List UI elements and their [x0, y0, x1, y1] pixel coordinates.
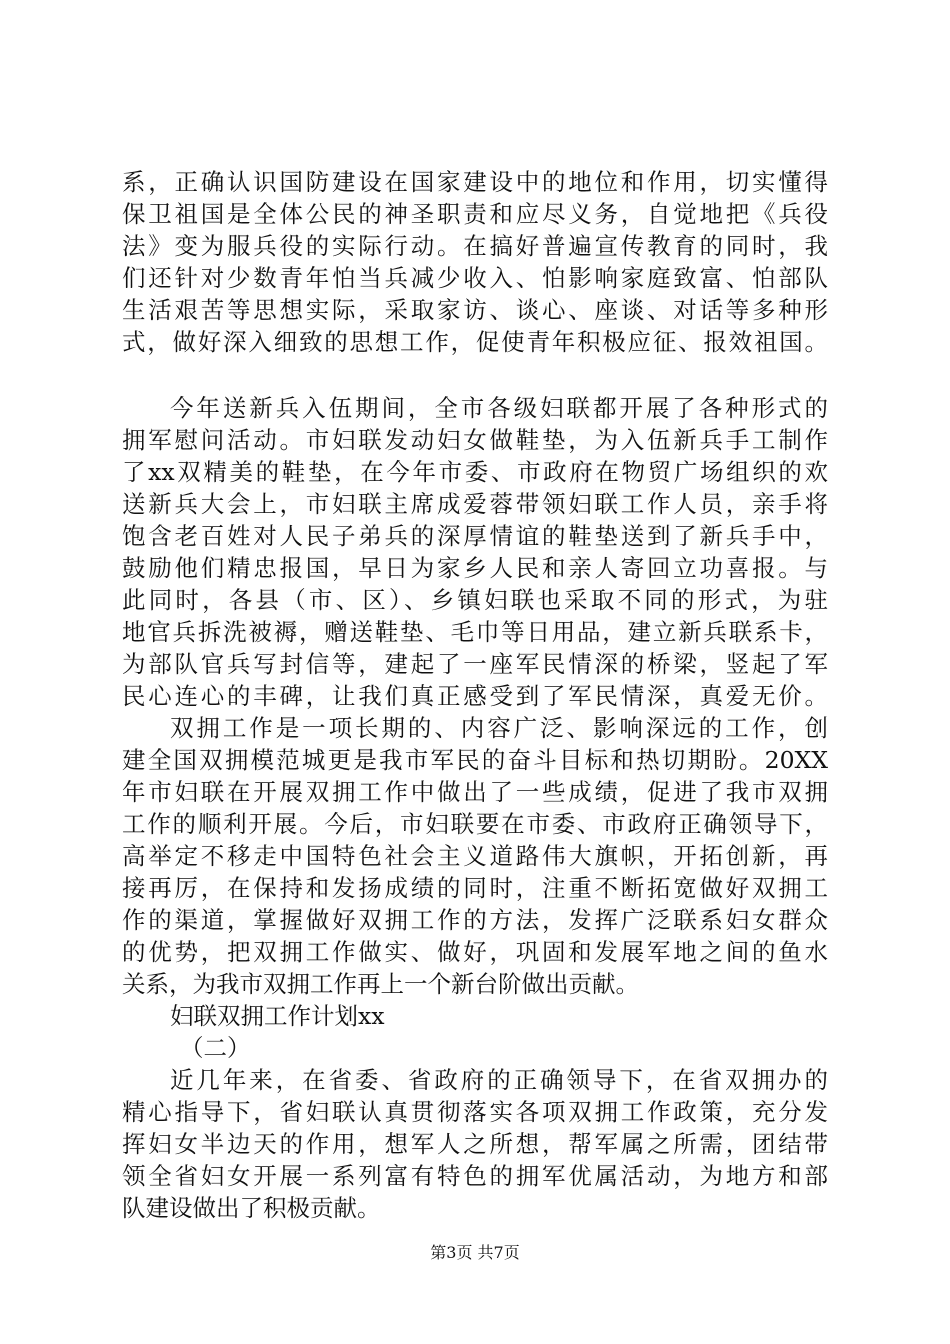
text-line: 了xx双精美的鞋垫，在今年市委、市政府在物贸广场组织的欢	[122, 458, 828, 486]
text-line: 拥军慰问活动。市妇联发动妇女做鞋垫，为入伍新兵手工制作	[122, 426, 828, 454]
text-line: 系，正确认识国防建设在国家建设中的地位和作用，切实懂得	[122, 168, 828, 196]
text-line: 建全国双拥模范城更是我市军民的奋斗目标和热切期盼。20XX	[122, 746, 828, 774]
text-line: 工作的顺利开展。今后，市妇联要在市委、市政府正确领导下，	[122, 810, 828, 838]
text-line: 近几年来，在省委、省政府的正确领导下，在省双拥办的	[170, 1066, 828, 1094]
text-line: 保卫祖国是全体公民的神圣职责和应尽义务，自觉地把《兵役	[122, 200, 828, 228]
text-line: 们还针对少数青年怕当兵减少收入、怕影响家庭致富、怕部队	[122, 264, 828, 292]
text-line: 为部队官兵写封信等，建起了一座军民情深的桥梁，竖起了军	[122, 650, 828, 678]
text-line: 挥妇女半边天的作用，想军人之所想，帮军属之所需，团结带	[122, 1130, 828, 1158]
paragraph-2	[122, 392, 828, 712]
page-footer: 第3页 共7页	[430, 1243, 520, 1262]
text-line: 队建设做出了积极贡献。	[122, 1194, 381, 1222]
text-line: 民心连心的丰碑，让我们真正感受到了军民情深，真爱无价。	[122, 682, 828, 710]
paragraph-1	[122, 166, 828, 358]
text-line: 送新兵大会上，市妇联主席成爱蓉带领妇联工作人员，亲手将	[122, 490, 828, 518]
text-line: 作的渠道，掌握做好双拥工作的方法，发挥广泛联系妇女群众	[122, 906, 828, 934]
paragraph-4	[122, 1064, 828, 1224]
text-line: 妇联双拥工作计划xx	[170, 1002, 385, 1030]
paragraph-3	[122, 712, 828, 1000]
document-body	[122, 166, 828, 1224]
text-line: 生活艰苦等思想实际，采取家访、谈心、座谈、对话等多种形	[122, 296, 828, 324]
text-line: 今年送新兵入伍期间，全市各级妇联都开展了各种形式的	[170, 394, 828, 422]
text-line: 式，做好深入细致的思想工作，促使青年积极应征、报效祖国。	[122, 328, 828, 356]
text-line: 地官兵拆洗被褥，赠送鞋垫、毛巾等日用品，建立新兵联系卡，	[122, 618, 828, 646]
section-title	[122, 1000, 828, 1032]
paragraph-gap	[122, 358, 828, 392]
text-line: 双拥工作是一项长期的、内容广泛、影响深远的工作，创	[170, 714, 828, 742]
text-line: （二）	[180, 1034, 251, 1062]
text-line: 法》变为服兵役的实际行动。在搞好普遍宣传教育的同时，我	[122, 232, 828, 260]
text-line: 高举定不移走中国特色社会主义道路伟大旗帜，开拓创新，再	[122, 842, 828, 870]
text-line: 年市妇联在开展双拥工作中做出了一些成绩，促进了我市双拥	[122, 778, 828, 806]
text-line: 饱含老百姓对人民子弟兵的深厚情谊的鞋垫送到了新兵手中，	[122, 522, 828, 550]
text-line: 此同时，各县（市、区）、乡镇妇联也采取不同的形式，为驻	[122, 586, 828, 614]
text-line: 精心指导下，省妇联认真贯彻落实各项双拥工作政策，充分发	[122, 1098, 828, 1126]
text-line: 领全省妇女开展一系列富有特色的拥军优属活动，为地方和部	[122, 1162, 828, 1190]
text-line: 鼓励他们精忠报国，早日为家乡人民和亲人寄回立功喜报。与	[122, 554, 828, 582]
section-number	[122, 1032, 828, 1064]
text-line: 的优势，把双拥工作做实、做好，巩固和发展军地之间的鱼水	[122, 938, 828, 966]
text-line: 接再厉，在保持和发扬成绩的同时，注重不断拓宽做好双拥工	[122, 874, 828, 902]
text-line: 关系，为我市双拥工作再上一个新台阶做出贡献。	[122, 970, 639, 998]
